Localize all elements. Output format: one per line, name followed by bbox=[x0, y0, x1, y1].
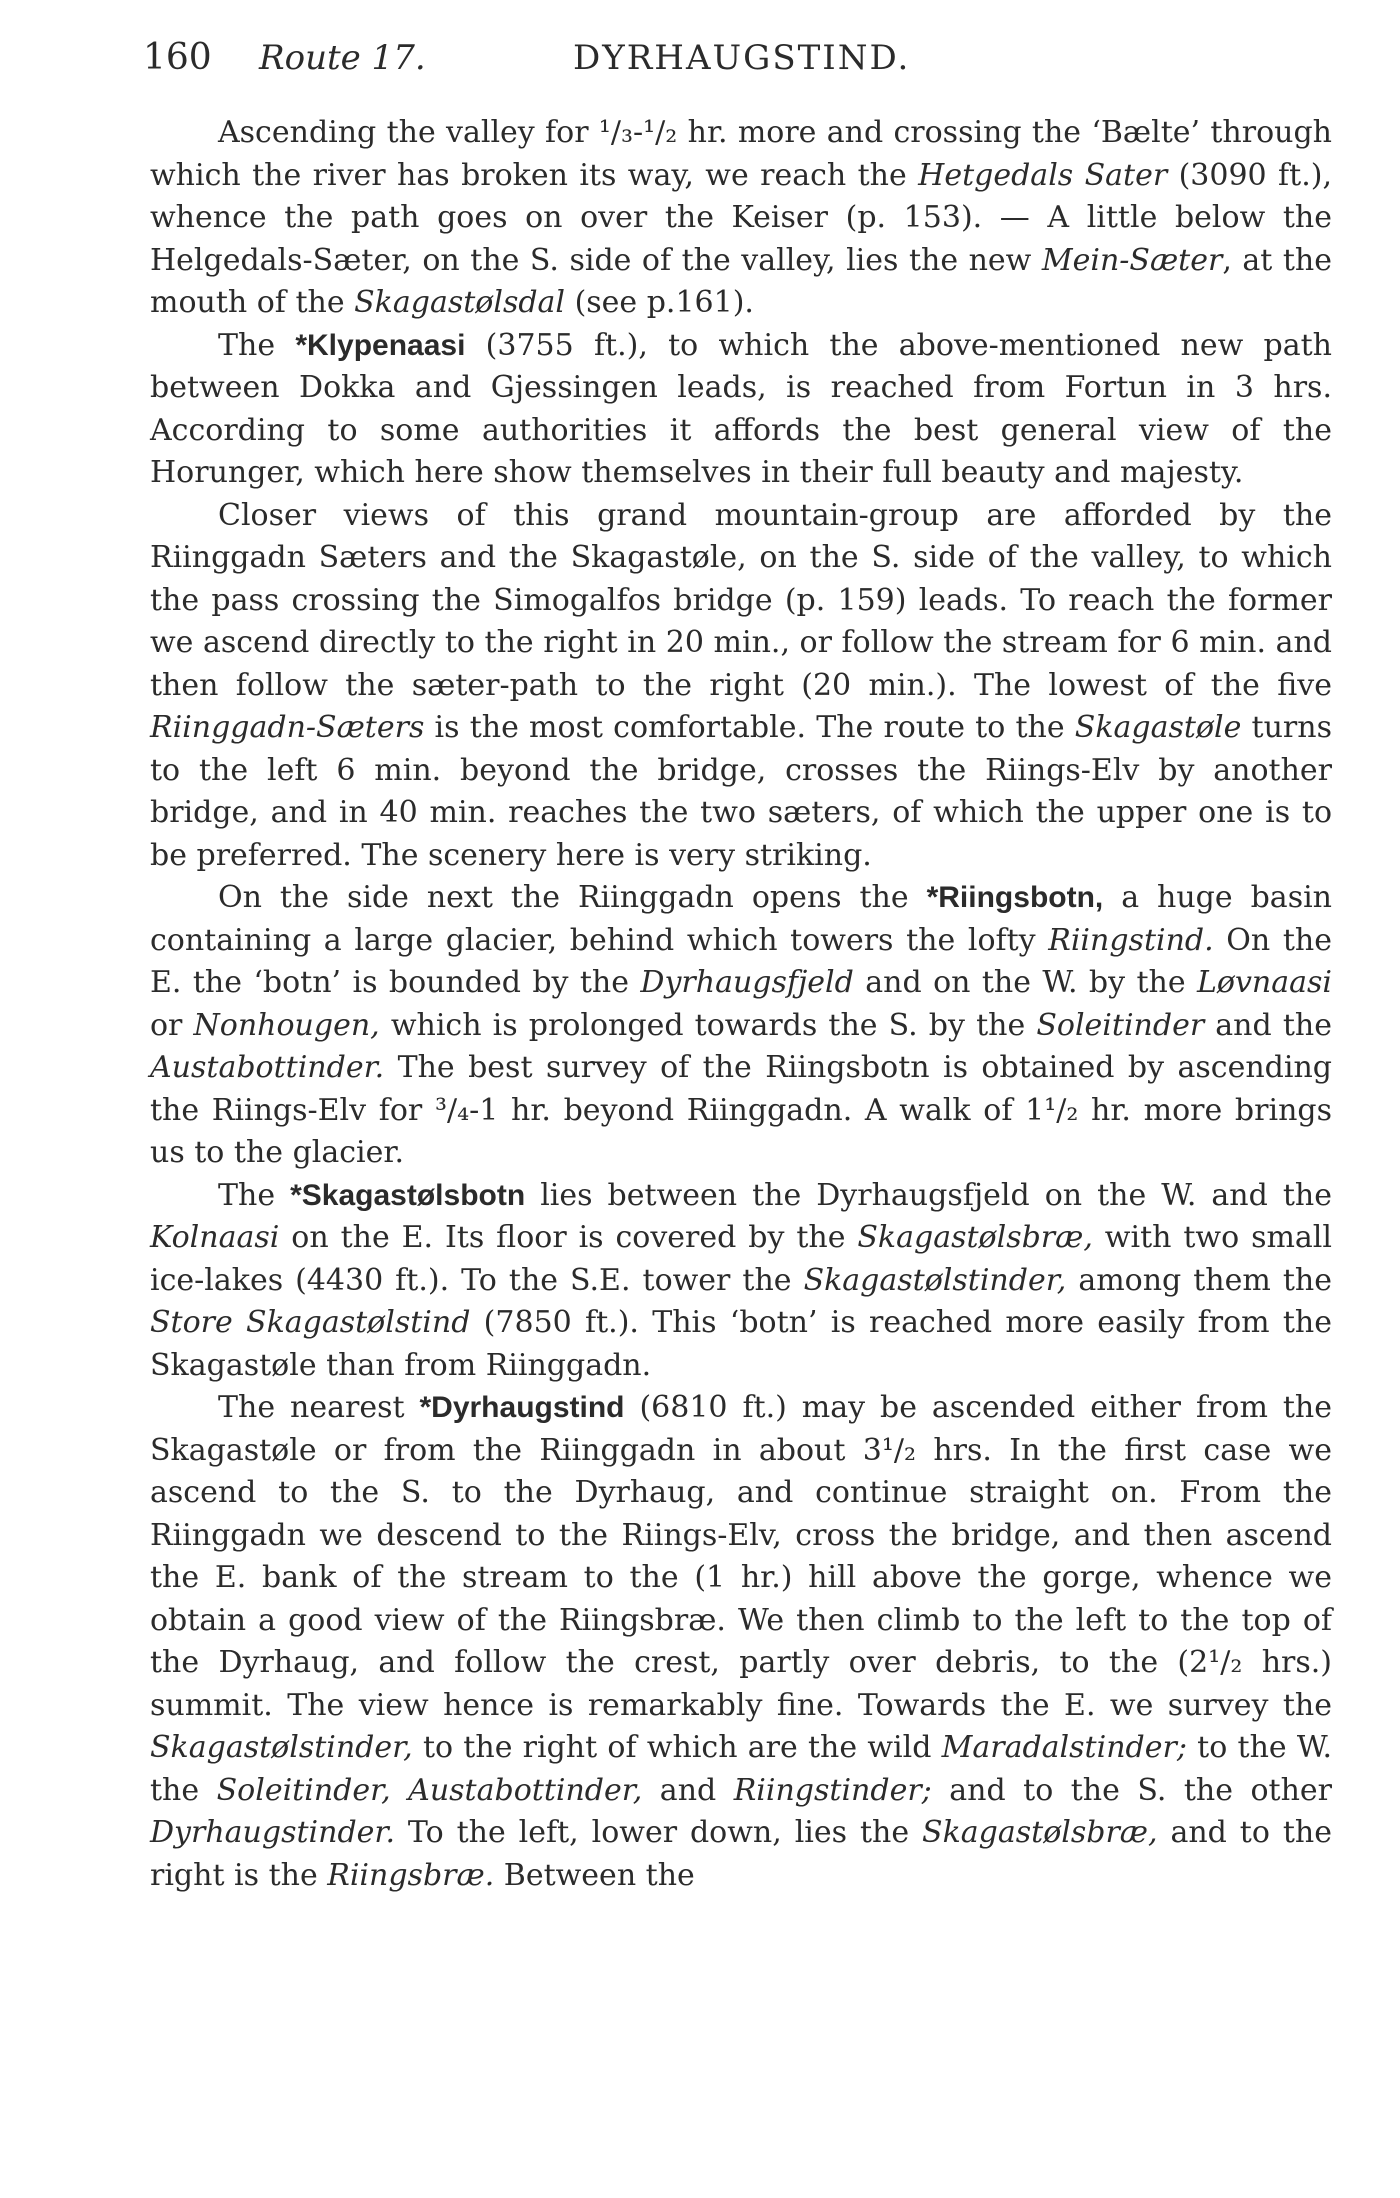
text-run: Between the bbox=[494, 1857, 695, 1893]
text-run: a huge basin containing a large glacier, behind which towers the lofty bbox=[150, 880, 1332, 958]
text-run: (3755 ft.), to which the above-mentioned new path between Dokka and Gjessingen leads, is reached from Fortun in 3 hrs. According to some authorities it affords the best general view of the Horunger, which here show themselves in their full beauty and majesty. bbox=[150, 327, 1332, 490]
italic-place-name: Soleitinder bbox=[1036, 1007, 1205, 1043]
text-run: , at the mouth of the bbox=[150, 242, 1332, 320]
text-run: Closer views of this grand mountain-group are afforded by the Riinggadn Sæters and the Skagastøle, on the S. side of the valley, to which the pass crossing the Simogalfos bridge (p. 159) leads. To reach the former we ascend directly to the right in 20 min., or follow the stream for 6 min. and then follow the sæter-path to the right (20 min.). The lowest of the five bbox=[150, 497, 1332, 703]
bold-heading-term: *Dyrhaugstind bbox=[419, 1391, 625, 1424]
text-run: (7850 ft.). This ‘botn’ is reached more easily from the Skagastøle than from Riinggadn. bbox=[150, 1305, 1333, 1383]
paragraph bbox=[150, 495, 1332, 878]
paragraph bbox=[150, 877, 1332, 1175]
bold-heading-term: *Skagastølsbotn bbox=[290, 1178, 526, 1212]
text-run: or bbox=[150, 1007, 194, 1043]
italic-place-name: Riingstind. bbox=[1048, 922, 1214, 958]
text-run: among them the bbox=[1066, 1262, 1332, 1298]
italic-place-name: Dyrhaugsfjeld bbox=[640, 965, 854, 1000]
italic-place-name: Skagastøle bbox=[1074, 710, 1242, 745]
text-run: and bbox=[642, 1772, 734, 1808]
italic-place-name: Skagastølstinder, bbox=[803, 1262, 1067, 1298]
italic-place-name: Riinggadn-Sæters bbox=[150, 710, 425, 745]
paragraph bbox=[150, 1175, 1332, 1388]
italic-place-name: Skagastølstinder, bbox=[150, 1730, 413, 1765]
running-header bbox=[143, 28, 1333, 88]
italic-place-name: Hetgedals Sater bbox=[918, 157, 1168, 193]
text-run: Ascending the valley for ¹/₃-¹/₂ hr. more and crossing the ‘Bælte’ through which the river has broken its way, we reach the bbox=[150, 115, 1332, 193]
body-text bbox=[150, 112, 1332, 1897]
italic-place-name: Riingstinder; bbox=[733, 1772, 932, 1808]
italic-place-name: Løvnaasi bbox=[1196, 965, 1332, 1000]
italic-place-name: Skagastølsbræ, bbox=[922, 1815, 1158, 1850]
italic-place-name: Riingsbræ. bbox=[327, 1857, 495, 1893]
text-run: with two small ice-lakes (4430 ft.). To the S.E. tower the bbox=[150, 1220, 1332, 1298]
italic-place-name: Kolnaasi bbox=[150, 1220, 280, 1255]
italic-place-name: Dyrhaugstinder. bbox=[150, 1815, 395, 1850]
bold-heading-term: *Klypenaasi bbox=[295, 328, 466, 362]
text-run: turns to the left 6 min. beyond the bridge, crosses the Riings-Elv by another bridge, and in 40 min. reaches the two sæters, of which the upper one is to be preferred. The scenery here is very striking. bbox=[150, 710, 1332, 873]
text-run: to the W. the bbox=[150, 1730, 1333, 1808]
text-run: (3090 ft.), whence the path goes on over the Keiser (p. 153). — A little below the Helgedals-Sæter, on the S. side of the valley, lies the new bbox=[150, 157, 1332, 278]
text-run: On the side next the Riinggadn opens the bbox=[218, 880, 927, 915]
route-label: Route 17. bbox=[259, 38, 426, 78]
text-run: The best survey of the Riingsbotn is obtained by ascending the Riings-Elv for ³/₄-1 hr. beyond Riinggadn. A walk of 1¹/₂ hr. more brings us to the glacier. bbox=[150, 1050, 1332, 1170]
text-run: which is prolonged towards the S. by the bbox=[379, 1007, 1037, 1043]
text-run: to the right of which are the wild bbox=[412, 1730, 942, 1765]
text-run: and to the right is the bbox=[150, 1815, 1332, 1893]
italic-place-name: Skagastølsdal bbox=[354, 285, 566, 320]
text-run: (see p.161). bbox=[565, 285, 754, 320]
italic-place-name: Maradalstinder; bbox=[941, 1730, 1187, 1765]
page-number: 160 bbox=[143, 37, 212, 78]
text-run: and to the S. the other bbox=[931, 1772, 1333, 1808]
text-run: lies between the Dyrhaugsfjeld on the W. and the bbox=[525, 1177, 1332, 1213]
paragraph bbox=[150, 325, 1332, 495]
text-run: and the bbox=[1204, 1007, 1332, 1043]
text-run: on the E. Its floor is covered by the bbox=[279, 1220, 858, 1255]
italic-place-name: Nonhougen, bbox=[193, 1007, 380, 1043]
paragraph bbox=[150, 112, 1332, 325]
italic-place-name: Soleitinder, Austabottinder, bbox=[216, 1772, 643, 1808]
text-run: The bbox=[218, 1177, 291, 1213]
text-run: The bbox=[218, 327, 296, 363]
text-run: and on the W. by the bbox=[853, 965, 1197, 1000]
italic-place-name: Store Skagastølstind bbox=[150, 1305, 471, 1340]
header-title: DYRHAUGSTIND. bbox=[573, 38, 911, 78]
italic-place-name: Austabottinder. bbox=[150, 1050, 385, 1085]
text-run: On the E. the ‘botn’ is bounded by the bbox=[150, 922, 1332, 1000]
text-run: The nearest bbox=[218, 1390, 420, 1425]
bold-heading-term: *Riingsbotn, bbox=[926, 881, 1104, 914]
text-run: To the left, lower down, lies the bbox=[394, 1815, 923, 1850]
paragraph bbox=[150, 1387, 1332, 1897]
text-run: (6810 ft.) may be ascended either from the Skagastøle or from the Riinggadn in about 3¹/₂ hrs. In the first case we ascend to the S. to the Dyrhaug, and continue straight on. From the Riinggadn we descend to the Riings-Elv, cross the bridge, and then ascend the E. bank of the stream to the (1 hr.) hill above the gorge, whence we obtain a good view of the Riingsbræ. We then climb to the left to the top of the Dyrhaug, and follow the crest, partly over debris, to the (2¹/₂ hrs.) summit. The view hence is remarkably fine. Towards the E. we survey the bbox=[150, 1390, 1332, 1723]
text-run: is the most comfortable. The route to the bbox=[424, 710, 1075, 745]
italic-place-name: Skagastølsbræ, bbox=[857, 1220, 1093, 1255]
italic-place-name: Mein-Sæter bbox=[1041, 242, 1223, 278]
